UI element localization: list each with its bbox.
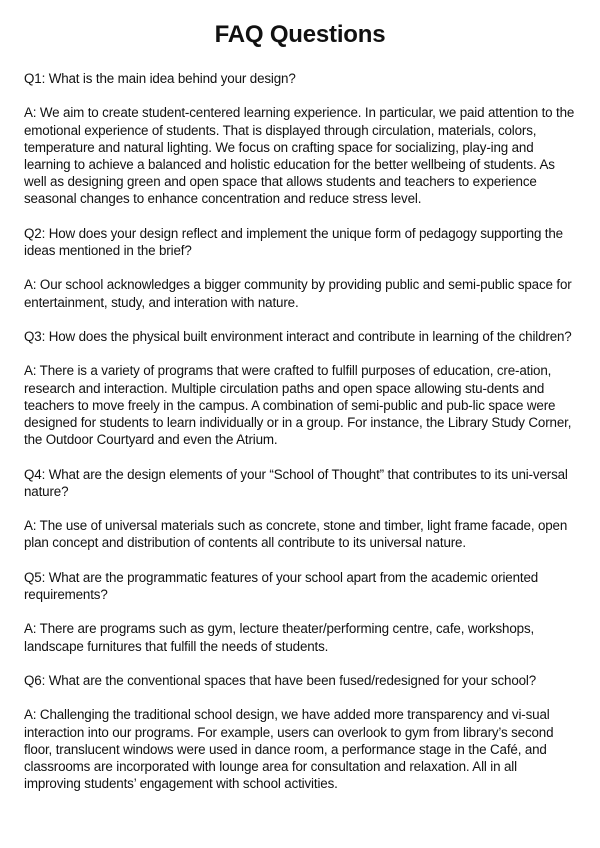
page-title: FAQ Questions: [214, 21, 386, 48]
faq-question-4: Q4: What are the design elements of your “School of Thought” that contributes to its uni-versal nature?: [24, 466, 568, 499]
faq-item-3: [24, 328, 576, 448]
faq-item-5: [24, 569, 576, 655]
faq-item-1: [24, 70, 576, 208]
faq-item-2: [24, 225, 576, 311]
faq-answer-1: A: We aim to create student-centered learning experience. In particular, we paid attention to the emotional experience of students. That is displayed through circulation, materials, colors, temperature and natural lighting. We focus on crafting space for socializing, play-ing and learning to achieve a balanced and holistic education for the better wellbeing of students. As well as designing green and open space that allows students and teachers to experience seasonal changes to enhance concentration and reduce stress level.: [24, 105, 575, 207]
faq-answer-3: A: There is a variety of programs that were crafted to fulfill purposes of education, cre-ation, research and interaction. Multiple circulation paths and open space allowing stu-dents and teachers to move freely in the campus. A combination of semi-public and pub-lic space were designed for students to learn individually or in a group. For instance, the Library Study Corner, the Outdoor Courtyard and even the Atrium.: [24, 363, 572, 448]
faq-question-3: Q3: How does the physical built environment interact and contribute in learning of the children?: [24, 328, 572, 344]
faq-answer-6: A: Challenging the traditional school design, we have added more transparency and vi-sual interaction into our programs. For example, users can overlook to gym from library’s second floor, translucent windows were used in dance room, a performance stage in the Café, and classrooms are incorporated with lounge area for consultation and relaxation. All in all improving students’ engagement with school activities.: [24, 707, 554, 792]
faq-answer-4: A: The use of universal materials such as concrete, stone and timber, light frame facade, open plan concept and distribution of contents all contribute to its universal nature.: [24, 518, 568, 551]
faq-question-6: Q6: What are the conventional spaces that have been fused/redesigned for your school?: [24, 672, 537, 688]
faq-item-6: [24, 672, 576, 792]
faq-question-5: Q5: What are the programmatic features of your school apart from the academic oriented requirements?: [24, 569, 539, 602]
faq-item-4: [24, 466, 576, 552]
faq-question-1: Q1: What is the main idea behind your design?: [24, 71, 296, 86]
faq-question-2: Q2: How does your design reflect and implement the unique form of pedagogy supporting the ideas mentioned in the brief?: [24, 225, 563, 258]
faq-answer-5: A: There are programs such as gym, lecture theater/performing centre, cafe, workshops, landscape furnitures that fulfill the needs of students.: [24, 621, 535, 654]
faq-answer-2: A: Our school acknowledges a bigger community by providing public and semi-public space for entertainment, study, and interation with nature.: [24, 277, 572, 310]
